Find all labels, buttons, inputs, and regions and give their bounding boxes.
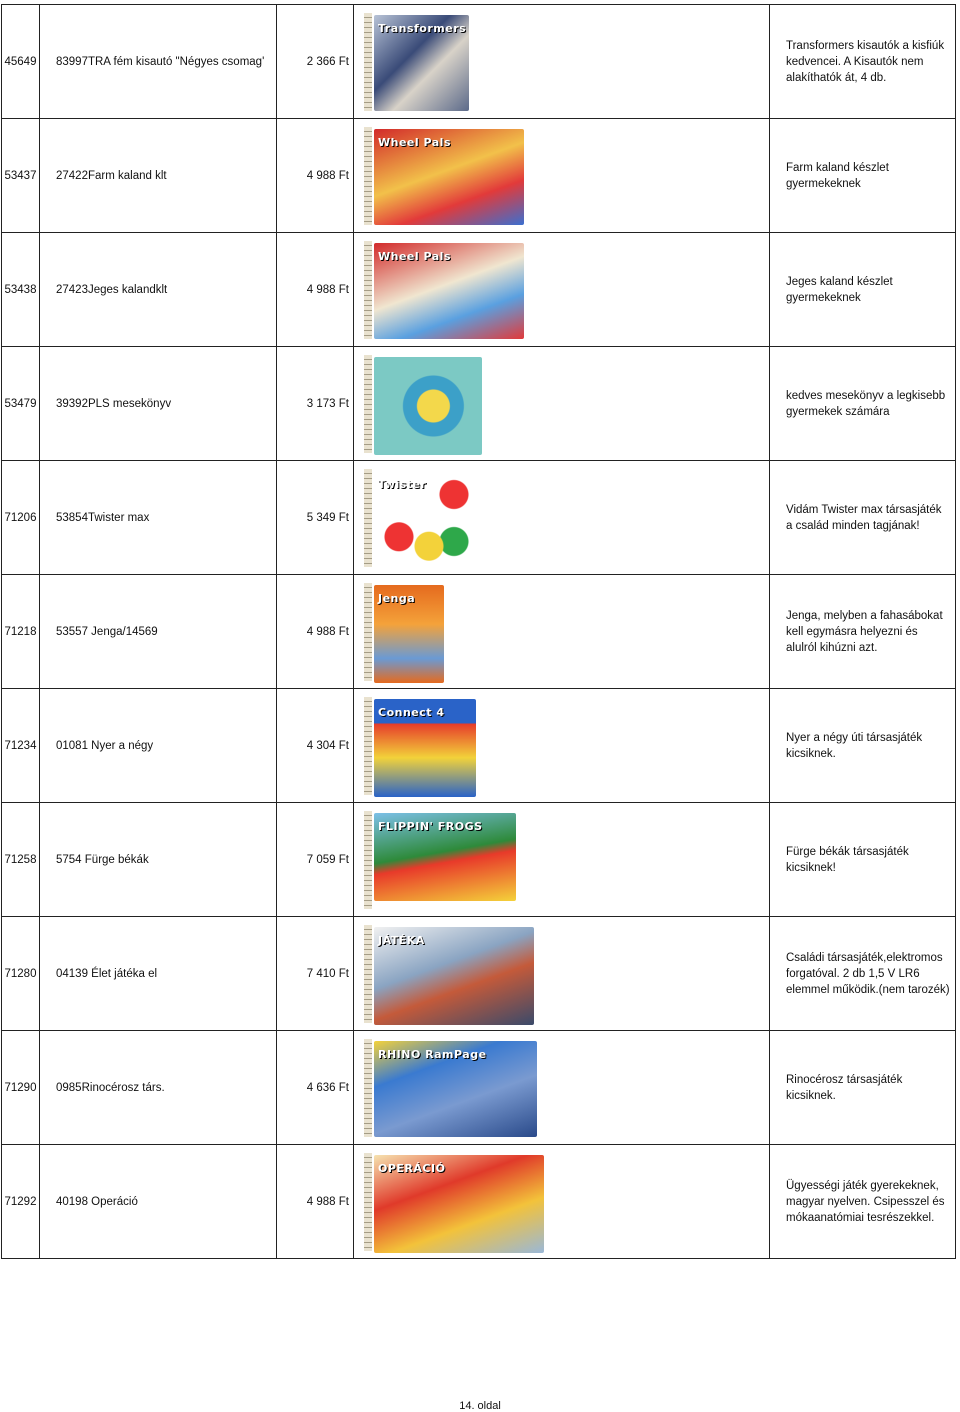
table-row [2, 689, 956, 803]
product-photo [364, 127, 514, 225]
product-box-label: Wheel Pals [378, 249, 451, 263]
product-image-cell [354, 689, 770, 803]
product-name: 53557 Jenga/14569 [40, 575, 277, 689]
table-row [2, 917, 956, 1031]
product-image-cell [354, 119, 770, 233]
product-box-image [374, 585, 444, 683]
product-id: 45649 [2, 5, 40, 119]
ruler-scale [364, 241, 372, 339]
product-description: Fürge békák társasjáték kicsiknek! [770, 803, 956, 917]
product-name: 27423Jeges kalandklt [40, 233, 277, 347]
product-id: 71290 [2, 1031, 40, 1145]
table-row [2, 803, 956, 917]
ruler-scale [364, 811, 372, 909]
product-name: 01081 Nyer a négy [40, 689, 277, 803]
product-name: 83997TRA fém kisautó "Négyes csomag' [40, 5, 277, 119]
product-box-image [374, 15, 469, 111]
product-description: Családi társasjáték,elektromos forgatóval. 2 db 1,5 V LR6 elemmel működik.(nem tarozék) [770, 917, 956, 1031]
product-photo [364, 925, 514, 1023]
product-box-label: FLIPPIN' FROGS [378, 819, 483, 833]
product-id: 53438 [2, 233, 40, 347]
table-row [2, 233, 956, 347]
product-id: 53437 [2, 119, 40, 233]
product-name: 39392PLS mesekönyv [40, 347, 277, 461]
product-price: 3 173 Ft [277, 347, 354, 461]
product-box-label: Transformers [378, 21, 467, 35]
product-box-image [374, 1155, 544, 1253]
product-name: 5754 Fürge békák [40, 803, 277, 917]
product-price: 5 349 Ft [277, 461, 354, 575]
product-name: 53854Twister max [40, 461, 277, 575]
product-image-cell [354, 917, 770, 1031]
product-price: 4 988 Ft [277, 575, 354, 689]
product-photo [364, 241, 514, 339]
product-name: 27422Farm kaland klt [40, 119, 277, 233]
product-image-cell [354, 803, 770, 917]
product-price: 4 988 Ft [277, 119, 354, 233]
product-name: 40198 Operáció [40, 1145, 277, 1259]
product-image-cell [354, 347, 770, 461]
product-price: 2 366 Ft [277, 5, 354, 119]
product-description: Jenga, melyben a fahasábokat kell egymásra helyezni és alulról kihúzni azt. [770, 575, 956, 689]
product-image-cell [354, 5, 770, 119]
product-description: kedves mesekönyv a legkisebb gyermekek számára [770, 347, 956, 461]
ruler-scale [364, 697, 372, 795]
ruler-scale [364, 355, 372, 453]
product-photo [364, 697, 514, 795]
product-box-image [374, 243, 524, 339]
product-photo [364, 13, 514, 111]
product-photo [364, 469, 514, 567]
table-row [2, 575, 956, 689]
product-price: 7 059 Ft [277, 803, 354, 917]
product-box-label: RHINO RamPage [378, 1047, 487, 1061]
ruler-scale [364, 925, 372, 1023]
product-name: 0985Rinocérosz társ. [40, 1031, 277, 1145]
product-description: Ügyességi játék gyerekeknek, magyar nyelven. Csipesszel és mókaanatómiai tesrészekkel. [770, 1145, 956, 1259]
ruler-scale [364, 469, 372, 567]
product-photo [364, 1153, 514, 1251]
product-price: 4 636 Ft [277, 1031, 354, 1145]
table-row [2, 1031, 956, 1145]
product-description: Farm kaland készlet gyermekeknek [770, 119, 956, 233]
product-box-image [374, 813, 516, 901]
product-id: 71280 [2, 917, 40, 1031]
product-id: 71292 [2, 1145, 40, 1259]
product-box-image [374, 357, 482, 455]
product-image-cell [354, 233, 770, 347]
product-description: Vidám Twister max társasjáték a család minden tagjának! [770, 461, 956, 575]
product-price: 4 988 Ft [277, 233, 354, 347]
product-image-cell [354, 575, 770, 689]
ruler-scale [364, 1039, 372, 1137]
product-box-image [374, 471, 474, 565]
ruler-scale [364, 127, 372, 225]
product-description: Jeges kaland készlet gyermekeknek [770, 233, 956, 347]
product-box-image [374, 129, 524, 225]
page-number: 14. oldal [459, 1400, 501, 1412]
product-price: 4 988 Ft [277, 1145, 354, 1259]
product-id: 71258 [2, 803, 40, 917]
product-box-image [374, 927, 534, 1025]
product-photo [364, 355, 514, 453]
product-photo [364, 811, 514, 909]
ruler-scale [364, 583, 372, 681]
product-box-image [374, 1041, 537, 1137]
product-box-label: Wheel Pals [378, 135, 451, 149]
product-price: 4 304 Ft [277, 689, 354, 803]
product-box-label: Connect 4 [378, 705, 445, 719]
table-row [2, 461, 956, 575]
product-id: 71206 [2, 461, 40, 575]
table-row [2, 119, 956, 233]
product-price: 7 410 Ft [277, 917, 354, 1031]
product-description: Nyer a négy úti társasjáték kicsiknek. [770, 689, 956, 803]
table-row [2, 1145, 956, 1259]
table-row [2, 5, 956, 119]
product-description: Rinocérosz társasjáték kicsiknek. [770, 1031, 956, 1145]
product-image-cell [354, 1031, 770, 1145]
product-photo [364, 583, 514, 681]
ruler-scale [364, 13, 372, 111]
product-photo [364, 1039, 514, 1137]
product-box-label: JÁTÉKA [378, 933, 425, 947]
table-row [2, 347, 956, 461]
product-box-label: Jenga [378, 591, 416, 605]
product-box-label: OPERÁCIÓ [378, 1161, 446, 1175]
ruler-scale [364, 1153, 372, 1251]
product-id: 71234 [2, 689, 40, 803]
product-id: 53479 [2, 347, 40, 461]
product-box-image [374, 699, 476, 797]
product-name: 04139 Élet játéka el [40, 917, 277, 1031]
product-id: 71218 [2, 575, 40, 689]
product-image-cell [354, 1145, 770, 1259]
product-image-cell [354, 461, 770, 575]
product-table [1, 4, 956, 1259]
product-description: Transformers kisautók a kisfiúk kedvencei. A Kisautók nem alakíthatók át, 4 db. [770, 5, 956, 119]
product-box-label: Twister [378, 477, 427, 491]
